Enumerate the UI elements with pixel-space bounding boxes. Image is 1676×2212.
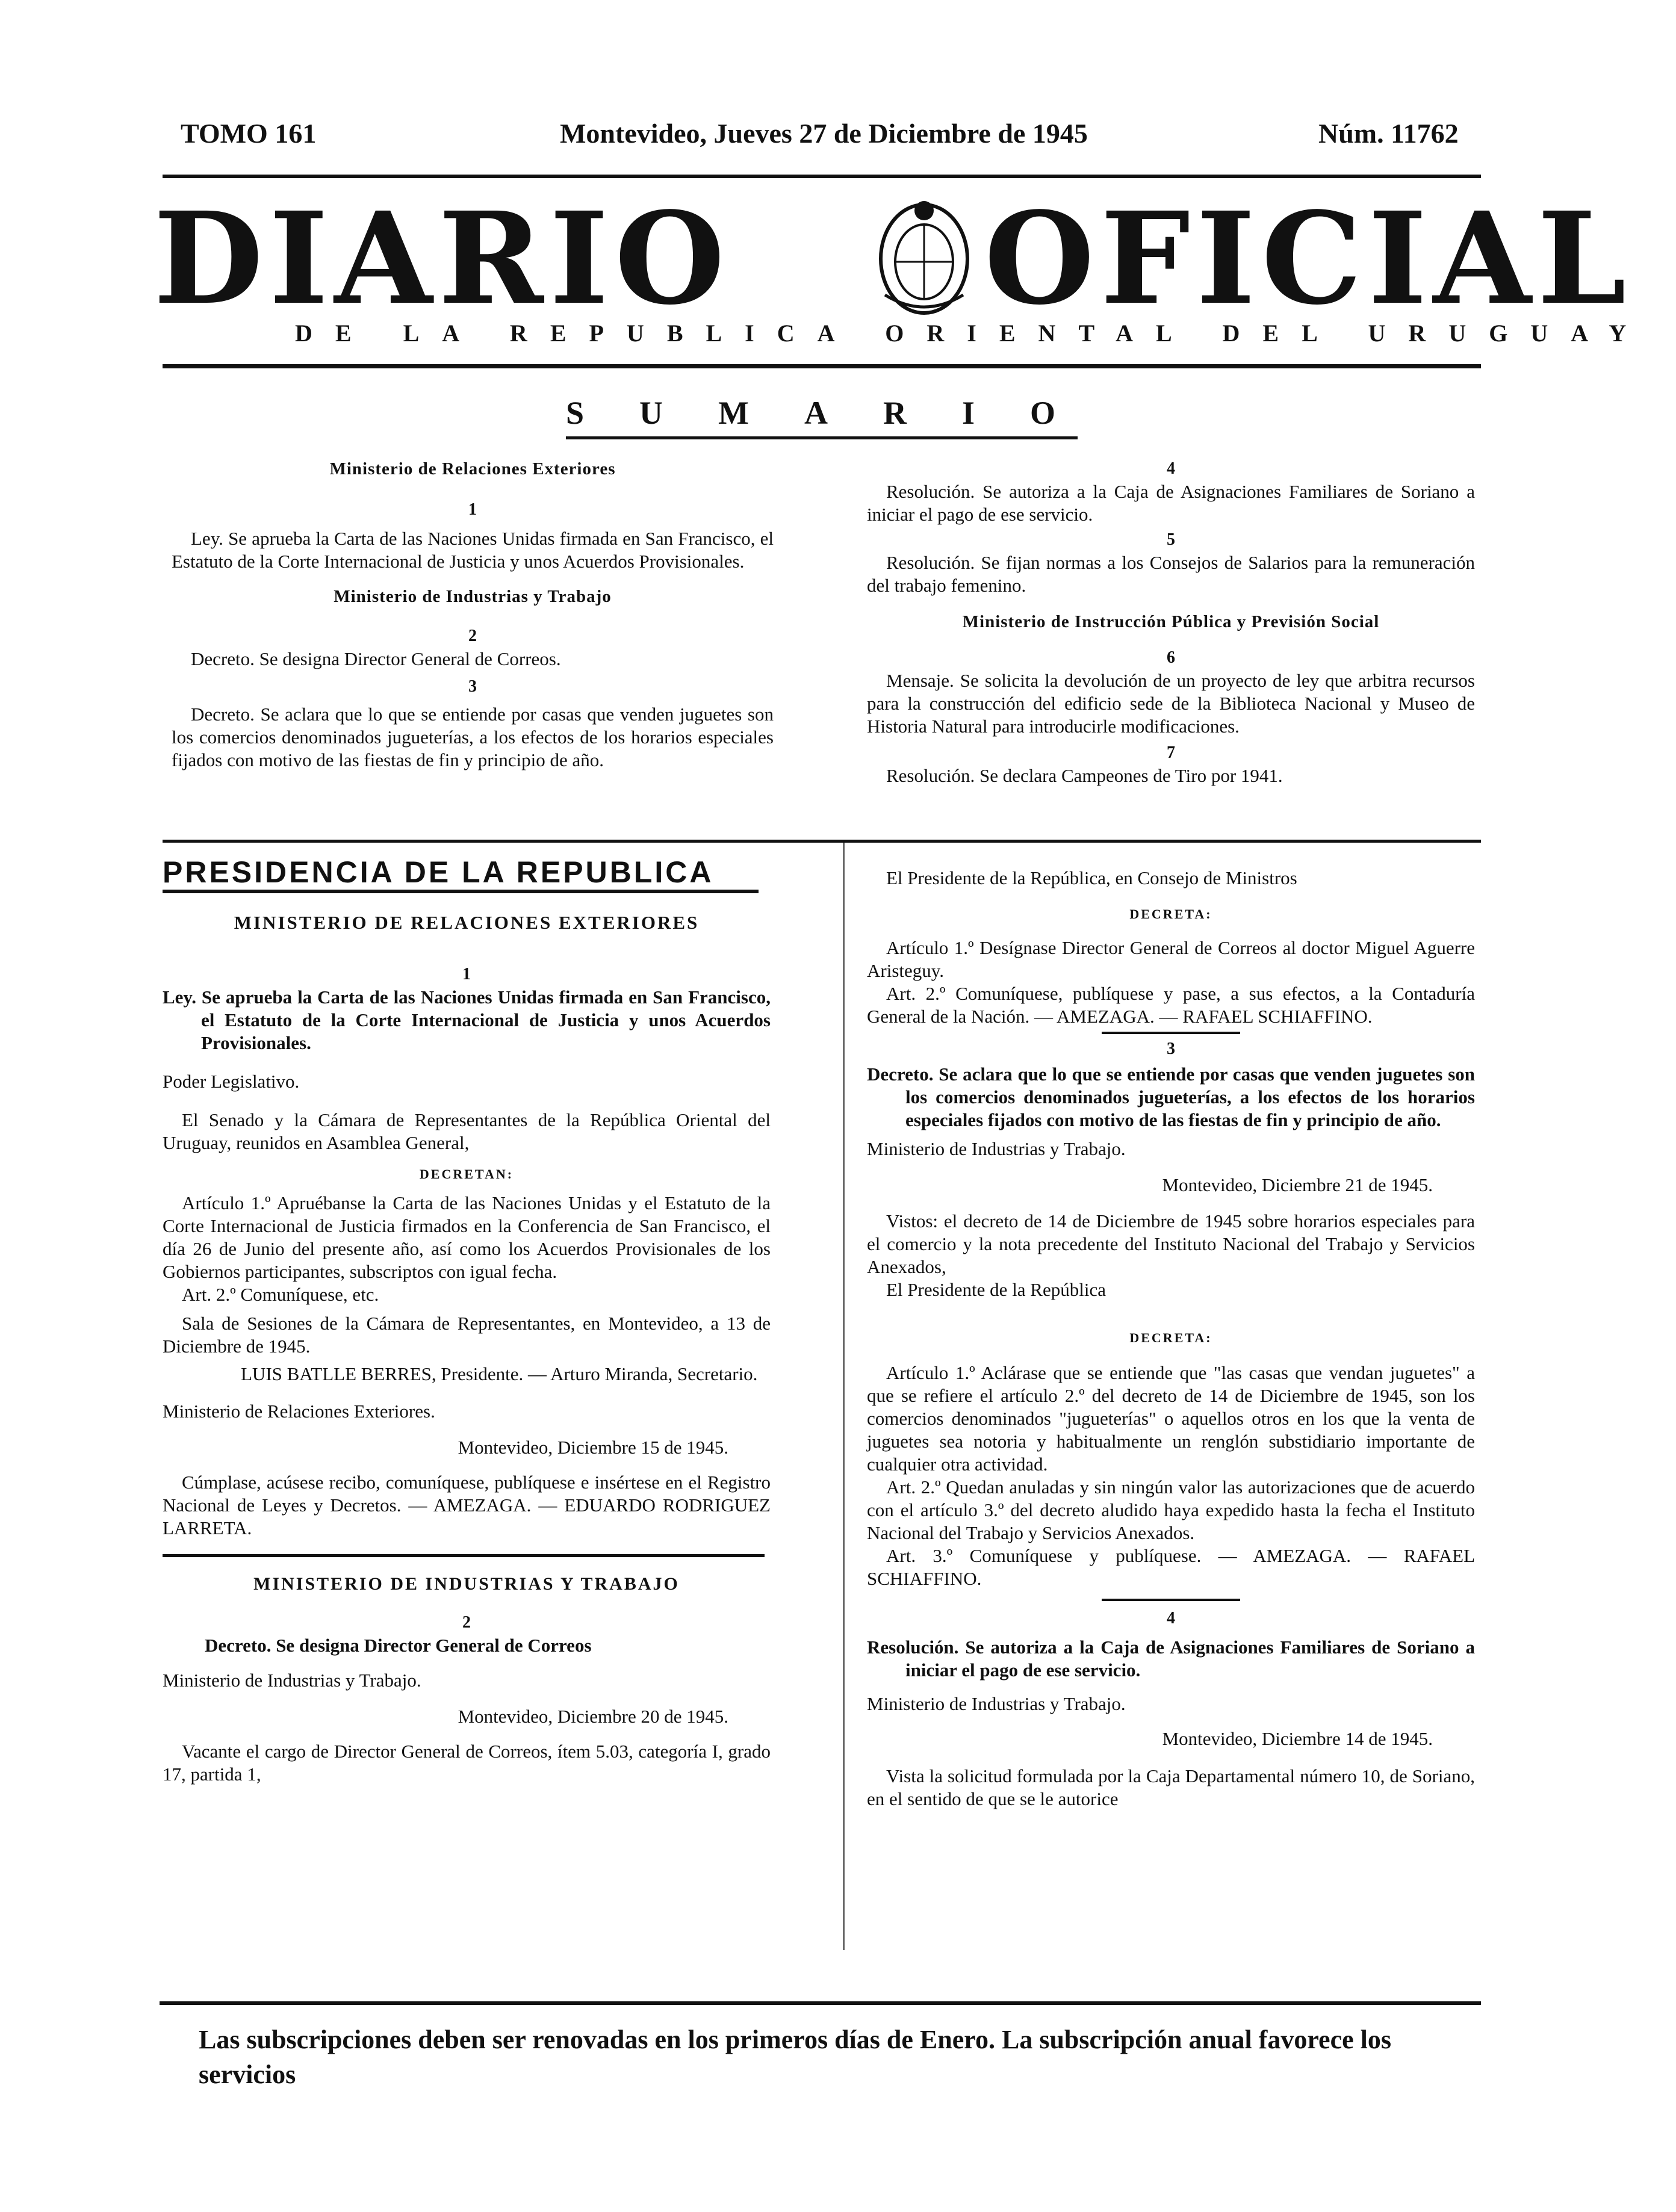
- paragraph: Vacante el cargo de Director General de Correos, ítem 5.03, categoría I, grado 17, partida 1,: [163, 1741, 771, 1785]
- sumario-item: Ley. Se aprueba la Carta de las Naciones Unidas firmada en San Francisco, el Estatuto de la Corte Internacional de Justicia y unos Acuerdos Provisionales.: [172, 528, 774, 572]
- body-right-column: [867, 867, 1475, 1811]
- section-title: PRESIDENCIA DE LA REPUBLICA: [163, 855, 714, 889]
- sumario-item: Decreto. Se designa Director General de Correos.: [191, 648, 561, 669]
- paragraph: Ministerio de Industrias y Trabajo.: [867, 1138, 1126, 1159]
- sumario-ministry-heading: Ministerio de Relaciones Exteriores: [329, 459, 616, 479]
- sumario-item-number: 3: [468, 677, 477, 696]
- issue-date: Montevideo, Jueves 27 de Diciembre de 1945: [560, 118, 1088, 149]
- sumario-title-rule: [566, 436, 1078, 439]
- masthead: [154, 184, 1633, 333]
- act-number: 4: [1167, 1609, 1175, 1628]
- section-rule: [163, 1554, 765, 1557]
- dateline: Montevideo, Diciembre 20 de 1945.: [458, 1706, 728, 1727]
- section-title-rule: [163, 890, 759, 893]
- sumario-ministry-heading: Ministerio de Instrucción Pública y Previsión Social: [962, 612, 1380, 631]
- decree-heading: DECRETA:: [1129, 1330, 1212, 1345]
- paragraph: Sala de Sesiones de la Cámara de Representantes, en Montevideo, a 13 de Diciembre de 1945.: [163, 1313, 771, 1357]
- header-rule: [163, 175, 1481, 178]
- dateline: Montevideo, Diciembre 21 de 1945.: [1162, 1174, 1433, 1195]
- volume-number: TOMO 161: [181, 118, 317, 149]
- subscription-notice-text: Las subscripciones deben ser renovadas en los primeros días de Enero. La subscripción anual favorece los servicios: [199, 2025, 1391, 2089]
- ministry-heading: MINISTERIO DE INDUSTRIAS Y TRABAJO: [253, 1574, 680, 1594]
- article: Artículo 1.º Desígnase Director General de Correos al doctor Miguel Aguerre Aristeguy.: [867, 937, 1475, 981]
- article: Artículo 1.º Apruébanse la Carta de las Naciones Unidas y el Estatuto de la Corte Internacional de Justicia firmados en la Conferencia de San Francisco, el día 26 de Junio del presente año, así como los Acuerdos Provisionales de los Gobiernos participantes, subscriptos con igual fecha.: [163, 1192, 771, 1282]
- dateline: Montevideo, Diciembre 15 de 1945.: [458, 1437, 728, 1458]
- column-divider: [843, 843, 845, 1950]
- sumario-title: SUMARIO: [566, 395, 1111, 431]
- sumario-item-number: 6: [1167, 648, 1175, 667]
- sumario-item: Mensaje. Se solicita la devolución de un proyecto de ley que arbitra recursos para la construcción del edificio sede de la Biblioteca Nacional y Museo de Historia Natural para introducirle modificaciones.: [867, 670, 1475, 737]
- act-number: 1: [462, 965, 471, 984]
- sumario-item: Resolución. Se fijan normas a los Consejos de Salarios para la remuneración del trabajo femenino.: [867, 552, 1475, 596]
- paragraph: Ministerio de Industrias y Trabajo.: [867, 1693, 1126, 1714]
- paragraph: El Senado y la Cámara de Representantes de la República Oriental del Uruguay, reunidos en Asamblea General,: [163, 1109, 771, 1153]
- issue-header: [172, 117, 1460, 160]
- article: Art. 3.º Comuníquese y publíquese. — AMEZAGA. — RAFAEL SCHIAFFINO.: [867, 1545, 1475, 1589]
- sumario-item-number: 5: [1167, 530, 1175, 549]
- masthead-word-oficial: OFICIAL: [984, 184, 1633, 333]
- short-rule: [1102, 1599, 1240, 1601]
- act-summary: Decreto. Se aclara que lo que se entiende por casas que venden juguetes son los comercios denominados jugueterías, a los efectos de los horarios especiales fijados con motivo de las fiestas de fin y principio de año.: [867, 1064, 1475, 1130]
- decree-heading: DECRETAN:: [419, 1166, 514, 1182]
- short-rule: [1102, 1032, 1240, 1034]
- sumario-item-number: 2: [468, 627, 477, 645]
- sumario-right-column: [867, 457, 1475, 787]
- sumario-item: Resolución. Se declara Campeones de Tiro por 1941.: [886, 765, 1283, 786]
- decree-heading: DECRETA:: [1129, 906, 1212, 922]
- sumario-item-number: 4: [1167, 459, 1175, 478]
- sumario-item-number: 7: [1167, 743, 1175, 762]
- paragraph: Vista la solicitud formulada por la Caja Departamental número 10, de Soriano, en el sentido de que se le autorice: [867, 1765, 1475, 1809]
- masthead-rule: [163, 364, 1481, 368]
- coat-of-arms-seal: [873, 199, 975, 319]
- act-number: 3: [1167, 1039, 1175, 1058]
- paragraph: El Presidente de la República: [886, 1279, 1106, 1300]
- act-number: 2: [462, 1613, 471, 1632]
- article: Art. 2.º Comuníquese, etc.: [182, 1284, 379, 1305]
- footer-rule: [160, 2001, 1481, 2005]
- act-summary: Ley. Se aprueba la Carta de las Naciones Unidas firmada en San Francisco, el Estatuto de la Corte Internacional de Justicia y unos Acuerdos Provisionales.: [163, 987, 771, 1053]
- sumario-bottom-rule: [163, 840, 1481, 843]
- sumario-item: Decreto. Se aclara que lo que se entiende por casas que venden juguetes son los comercios denominados jugueterías, a los efectos de los horarios especiales fijados con motivo de las fiestas de fin y principio de año.: [172, 704, 774, 770]
- paragraph: El Presidente de la República, en Consejo de Ministros: [886, 867, 1297, 888]
- masthead-subtitle: DE LA REPUBLICA ORIENTAL DEL URUGUAY: [295, 320, 1650, 347]
- dateline: Montevideo, Diciembre 14 de 1945.: [1162, 1728, 1433, 1749]
- act-summary: Decreto. Se designa Director General de Correos: [205, 1635, 592, 1656]
- act-summary: Resolución. Se autoriza a la Caja de Asignaciones Familiares de Soriano a iniciar el pago de ese servicio.: [867, 1637, 1475, 1681]
- paragraph: Poder Legislativo.: [163, 1071, 300, 1092]
- article: Art. 2.º Comuníquese, publíquese y pase, a sus efectos, a la Contaduría General de la Nación. — AMEZAGA. — RAFAEL SCHIAFFINO.: [867, 983, 1475, 1027]
- article: Art. 2.º Quedan anuladas y sin ningún valor las autorizaciones que de acuerdo con el artículo 3.º del decreto aludido haya expedido hasta la fecha el Instituto Nacional del Trabajo y Servicios Anexados.: [867, 1476, 1475, 1543]
- paragraph: Ministerio de Relaciones Exteriores.: [163, 1401, 435, 1422]
- signatures: LUIS BATLLE BERRES, Presidente. — Arturo Miranda, Secretario.: [241, 1363, 758, 1384]
- masthead-word-diario: DIARIO: [154, 184, 731, 333]
- ministry-heading: MINISTERIO DE RELACIONES EXTERIORES: [234, 912, 700, 933]
- paragraph: Ministerio de Industrias y Trabajo.: [163, 1670, 421, 1691]
- sumario-left-column: [172, 457, 774, 772]
- paragraph: Vistos: el decreto de 14 de Diciembre de 1945 sobre horarios especiales para el comercio y la nota precedente del Instituto Nacional del Trabajo y Servicios Anexados,: [867, 1210, 1475, 1277]
- paragraph: Cúmplase, acúsese recibo, comuníquese, publíquese e insértese en el Registro Nacional de Leyes y Decretos. — AMEZAGA. — EDUARDO RODRIGUEZ LARRETA.: [163, 1472, 771, 1538]
- sumario-item: Resolución. Se autoriza a la Caja de Asignaciones Familiares de Soriano a iniciar el pago de ese servicio.: [867, 481, 1475, 525]
- sumario-item-number: 1: [468, 500, 477, 519]
- issue-number: Núm. 11762: [1318, 118, 1459, 149]
- subscription-notice: [199, 2022, 1475, 2092]
- body-left-column: [163, 855, 771, 1786]
- article: Artículo 1.º Aclárase que se entiende que "las casas que vendan juguetes" a que se refiere el artículo 2.º del decreto de 14 de Diciembre de 1945, son los comercios denominados "jugueterías" o aquellos otros en los que la venta de juguetes sea notoria y habitualmente un renglón substidiario importante de cualquier otra actividad.: [867, 1362, 1475, 1475]
- sumario-ministry-heading: Ministerio de Industrias y Trabajo: [334, 587, 612, 606]
